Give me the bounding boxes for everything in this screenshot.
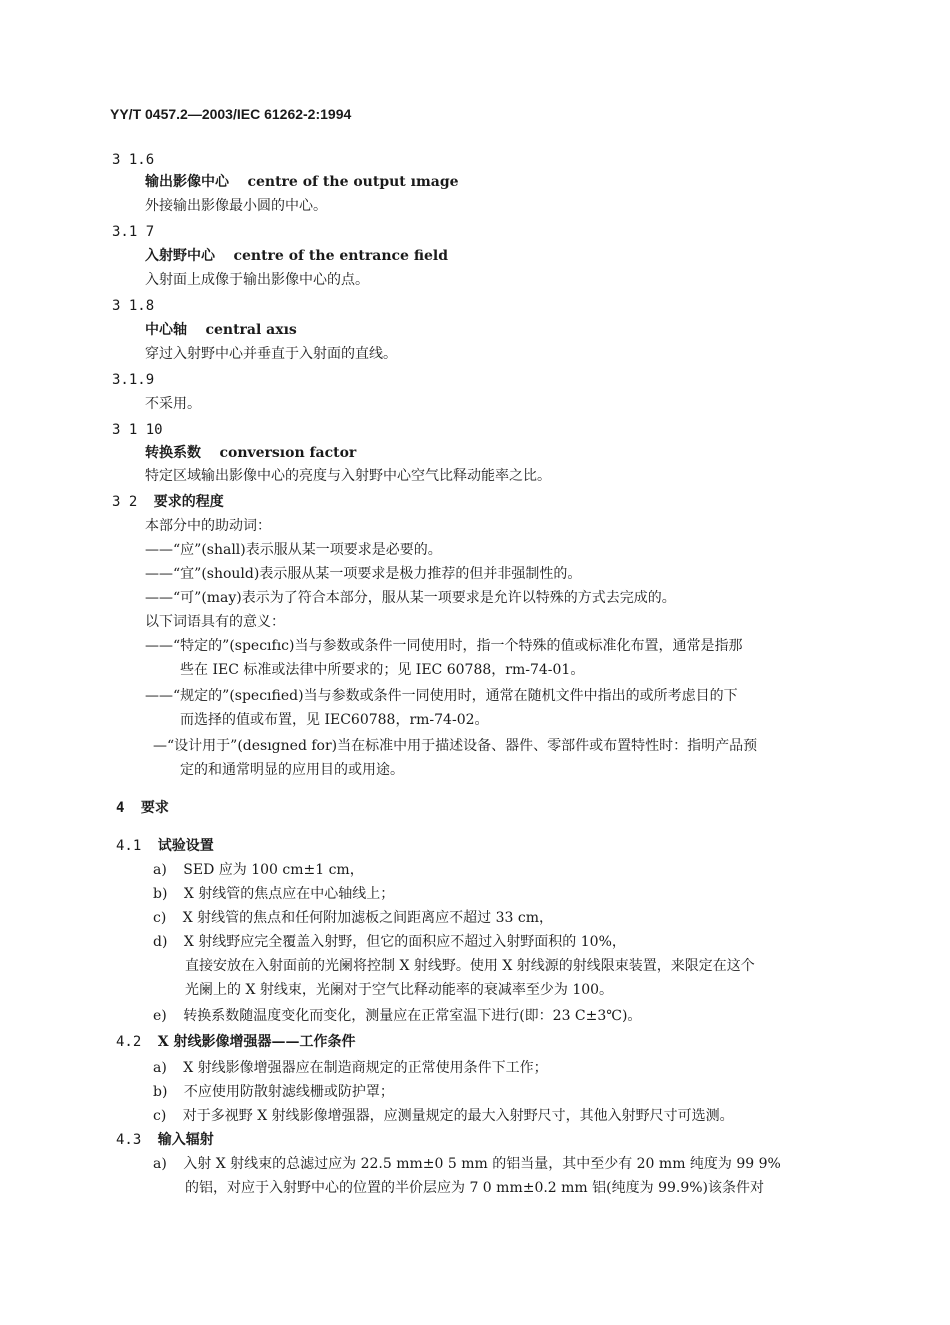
item-marker: a) [153, 1060, 167, 1076]
item-text: SED 应为 100 cm±1 cm， [183, 862, 364, 878]
definition-text: 外接输出影像最小圆的中心。 [145, 198, 327, 214]
term-heading [145, 320, 297, 340]
clause-number: 3 1.8 [112, 298, 155, 314]
list-item-continuation: 直接安放在入射面前的光阑将控制 X 射线野。使用 X 射线源的射线限束装置，来限定在这个 [185, 958, 755, 974]
paragraph: 以下词语具有的意义： [145, 614, 285, 630]
term-zh: 入射野中心 [145, 248, 215, 264]
item-text: 对于多视野 X 射线影像增强器，应测量规定的最大入射野尺寸，其他入射野尺寸可选测。 [182, 1108, 734, 1124]
item-marker: b) [153, 886, 168, 902]
section-title: 输入辐射 [157, 1132, 214, 1148]
section-heading [116, 836, 214, 856]
section-heading [116, 1032, 356, 1052]
definition-text: 穿过入射野中心并垂直于入射面的直线。 [145, 346, 397, 362]
item-text: X 射线影像增强器应在制造商规定的正常使用条件下工作； [183, 1060, 548, 1076]
section-number: 3 2 [112, 494, 138, 510]
item-text: 不应使用防散射滤线栅或防护罩； [183, 1084, 394, 1100]
section-number: 4.3 [116, 1132, 142, 1148]
section-heading [116, 798, 169, 818]
list-item [153, 1154, 781, 1174]
term-en: central axıs [205, 322, 297, 338]
section-title: 试验设置 [157, 838, 214, 854]
standard-id-header: YY/T 0457.2—2003/IEC 61262-2:1994 [110, 106, 352, 122]
list-item-continuation: 而选择的值或布置，见 IEC60788，rm-74-02。 [180, 712, 489, 728]
clause-number: 3.1 7 [112, 224, 155, 240]
section-title: X 射线影像增强器——工作条件 [157, 1034, 356, 1050]
list-item-continuation: 定的和通常明显的应用目的或用途。 [180, 762, 404, 778]
term-heading [145, 172, 459, 192]
item-marker: a) [153, 862, 167, 878]
term-zh: 中心轴 [145, 322, 187, 338]
definition-text: 特定区域输出影像中心的亮度与入射野中心空气比释动能率之比。 [145, 468, 551, 484]
item-marker: b) [153, 1084, 168, 1100]
item-text: X 射线野应完全覆盖入射野，但它的面积应不超过入射野面积的 10%， [183, 934, 626, 950]
term-heading [145, 246, 448, 266]
item-text: 入射 X 射线束的总滤过应为 22.5 mm±0 5 mm 的铝当量，其中至少有 20 mm 纯度为 99 9% [183, 1156, 781, 1172]
item-text: X 射线管的焦点和任何附加滤板之间距离应不超过 33 cm， [182, 910, 554, 926]
item-marker: a) [153, 1156, 167, 1172]
list-item: ——“应”(shall)表示服从某一项要求是必要的。 [145, 542, 442, 558]
clause-number: 3 1.6 [112, 152, 155, 168]
list-item [153, 932, 626, 952]
definition-text: 不采用。 [145, 396, 201, 412]
term-heading [145, 443, 356, 463]
item-text: X 射线管的焦点应在中心轴线上； [183, 886, 395, 902]
clause-number: 3 1 10 [112, 422, 163, 438]
list-item-continuation: 些在 IEC 标准或法律中所要求的；见 IEC 60788，rm-74-01。 [180, 662, 585, 678]
list-item [153, 1082, 394, 1102]
term-en: centre of the output ımage [247, 174, 459, 190]
list-item [153, 1106, 734, 1126]
list-item [153, 1058, 548, 1078]
list-item: ——“可”(may)表示为了符合本部分，服从某一项要求是允许以特殊的方式去完成的。 [145, 590, 676, 606]
term-zh: 转换系数 [145, 445, 201, 461]
list-item: —“设计用于”(desıgned for)当在标准中用于描述设备、器件、零部件或布置特性时：指明产品预 [153, 738, 758, 754]
section-number: 4 [116, 800, 125, 816]
term-zh: 输出影像中心 [145, 174, 229, 190]
section-title: 要求 [140, 800, 169, 816]
item-marker: c) [153, 910, 167, 926]
item-marker: d) [153, 934, 168, 950]
list-item: ——“宜”(should)表示服从某一项要求是极力推荐的但并非强制性的。 [145, 566, 582, 582]
list-item-continuation: 光阑上的 X 射线束，光阑对于空气比释动能率的衰减率至少为 100。 [185, 982, 614, 998]
definition-text: 入射面上成像于输出影像中心的点。 [145, 272, 369, 288]
list-item: ——“规定的”(specıfied)当与参数或条件一同使用时，通常在随机文件中指出的或所考虑目的下 [145, 688, 738, 704]
paragraph: 本部分中的助动词： [145, 518, 271, 534]
term-en: centre of the entrance field [233, 248, 449, 264]
list-item [153, 1006, 641, 1026]
item-text: 转换系数随温度变化而变化，测量应在正常室温下进行(即：23 C±3℃)。 [183, 1008, 642, 1024]
section-number: 4.2 [116, 1034, 142, 1050]
section-heading [116, 1130, 214, 1150]
list-item-continuation: 的铝，对应于入射野中心的位置的半价层应为 7 0 mm±0.2 mm 铝(纯度为 99.9%)该条件对 [185, 1180, 765, 1196]
section-title: 要求的程度 [153, 494, 224, 510]
section-number: 4.1 [116, 838, 142, 854]
section-heading [112, 492, 224, 512]
list-item [153, 908, 553, 928]
term-en: conversıon factor [219, 445, 357, 461]
clause-number: 3.1.9 [112, 372, 155, 388]
list-item [153, 884, 394, 904]
item-marker: c) [153, 1108, 167, 1124]
list-item [153, 860, 364, 880]
item-marker: e) [153, 1008, 167, 1024]
list-item: ——“特定的”(specıfıc)当与参数或条件一同使用时，指一个特殊的值或标准化布置，通常是指那 [145, 638, 743, 654]
